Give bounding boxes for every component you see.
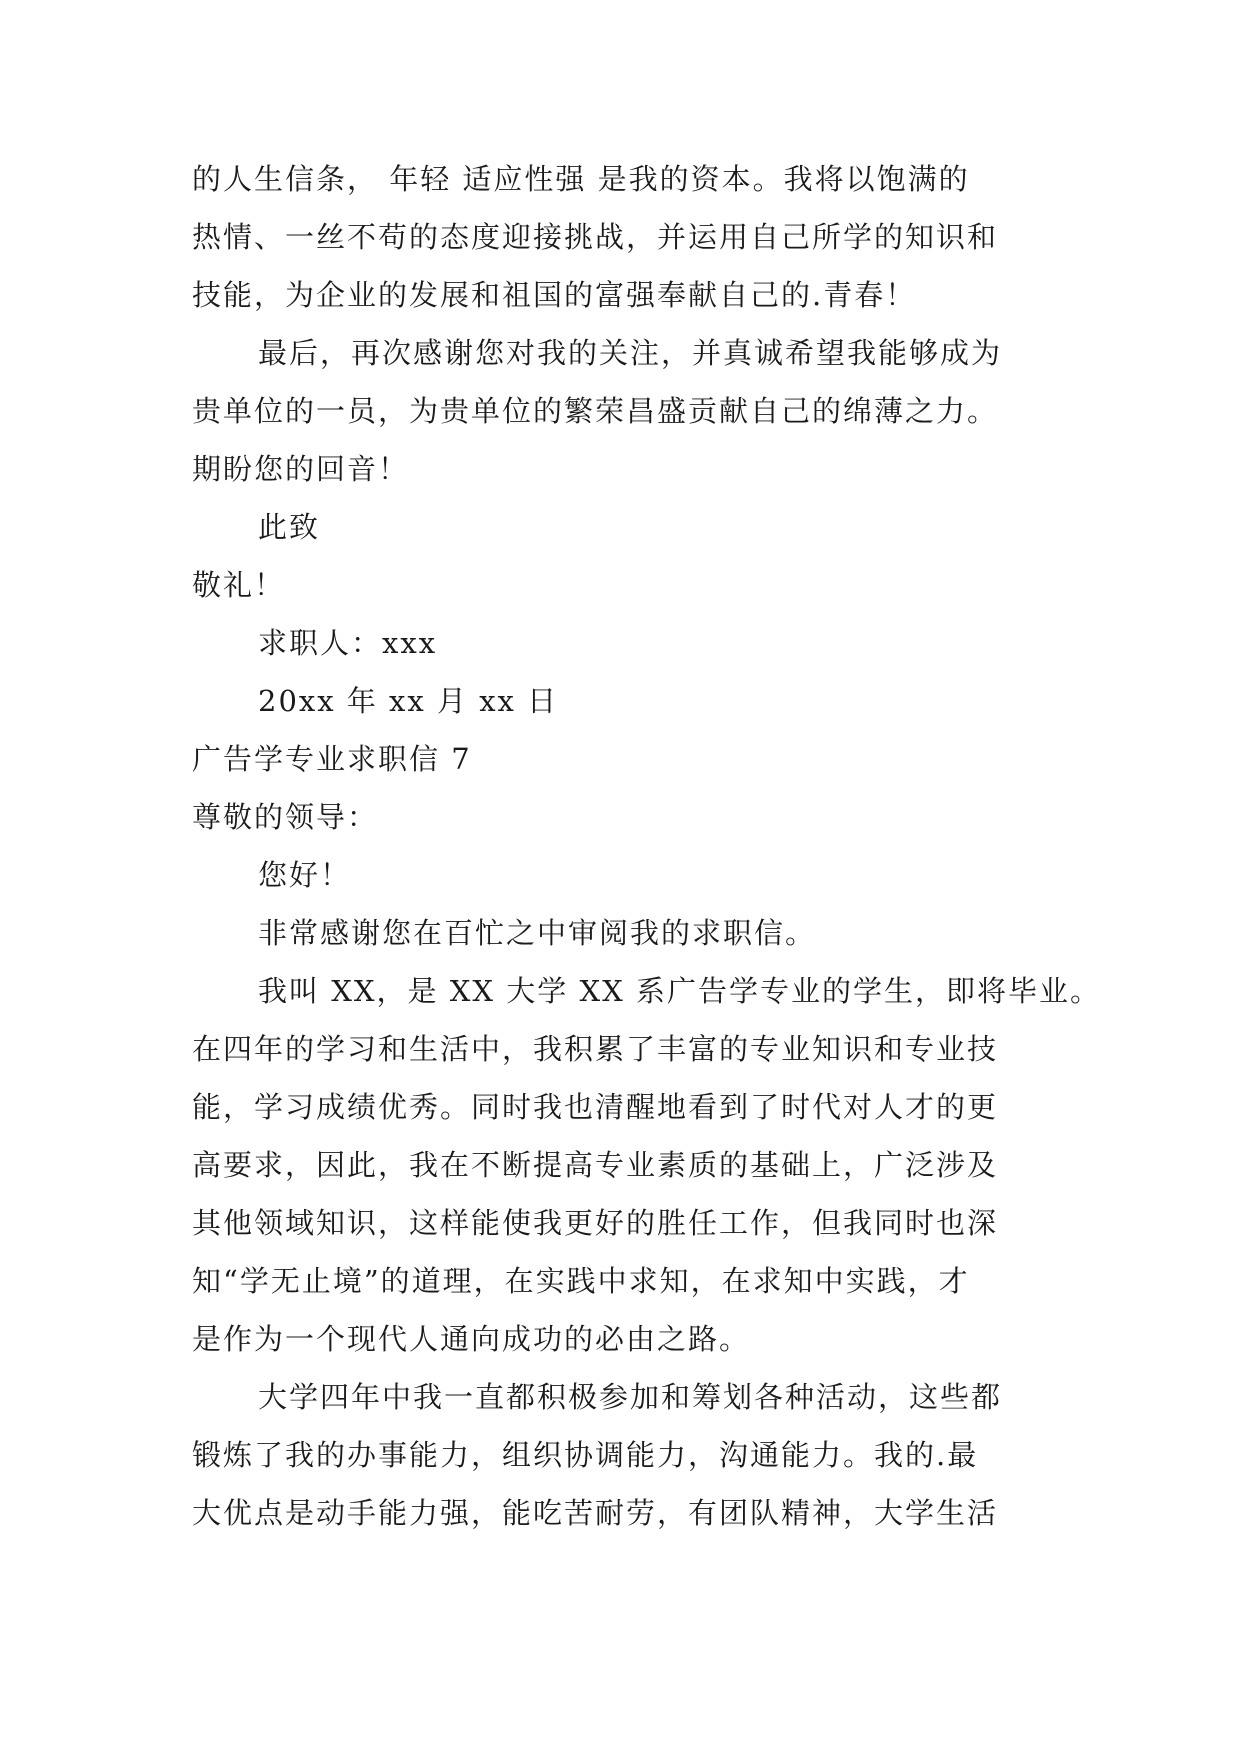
text-line: 锻炼了我的办事能力，组织协调能力，沟通能力。我的.最 [192,1438,979,1472]
text-line: 大优点是动手能力强，能吃苦耐劳，有团队精神，大学生活 [192,1496,999,1530]
text-line: 热情、一丝不苟的态度迎接挑战，并运用自己所学的知识和 [192,220,999,254]
section-title: 广告学专业求职信 7 [192,742,472,776]
text-line: 是作为一个现代人通向成功的必由之路。 [192,1322,751,1356]
greeting: 您好！ [258,858,352,892]
applicant-signature: 求职人：xxx [258,626,438,660]
text-line: 高要求，因此，我在不断提高专业素质的基础上，广泛涉及 [192,1148,999,1182]
text-line: 其他领域知识，这样能使我更好的胜任工作，但我同时也深 [192,1206,999,1240]
text-line: 的人生信条， 年轻 适应性强 是我的资本。我将以饱满的 [192,162,970,196]
text-line: 大学四年中我一直都积极参加和筹划各种活动，这些都 [258,1380,1003,1414]
text-line: 知“学无止境”的道理，在实践中求知，在求知中实践，才 [192,1264,970,1298]
letter-date: 20xx 年 xx 月 xx 日 [258,684,559,718]
greeting-recipient: 尊敬的领导： [192,800,379,834]
text-line: 在四年的学习和生活中，我积累了丰富的专业知识和专业技 [192,1032,999,1066]
text-line: 贵单位的一员，为贵单位的繁荣昌盛贡献自己的绵薄之力。 [192,394,999,428]
text-line: 最后，再次感谢您对我的关注，并真诚希望我能够成为 [258,336,1003,370]
text-line: 能，学习成绩优秀。同时我也清醒地看到了时代对人才的更 [192,1090,999,1124]
text-line: 非常感谢您在百忙之中审阅我的求职信。 [258,916,817,950]
document-page [192,150,1101,1542]
closing-regards: 敬礼！ [192,568,286,602]
closing-salutation: 此致 [258,510,321,544]
text-line: 技能，为企业的发展和祖国的富强奉献自己的.青春！ [192,278,917,312]
text-line: 我叫 XX，是 XX 大学 XX 系广告学专业的学生，即将毕业。 [258,974,1101,1008]
text-line: 期盼您的回音！ [192,452,410,486]
